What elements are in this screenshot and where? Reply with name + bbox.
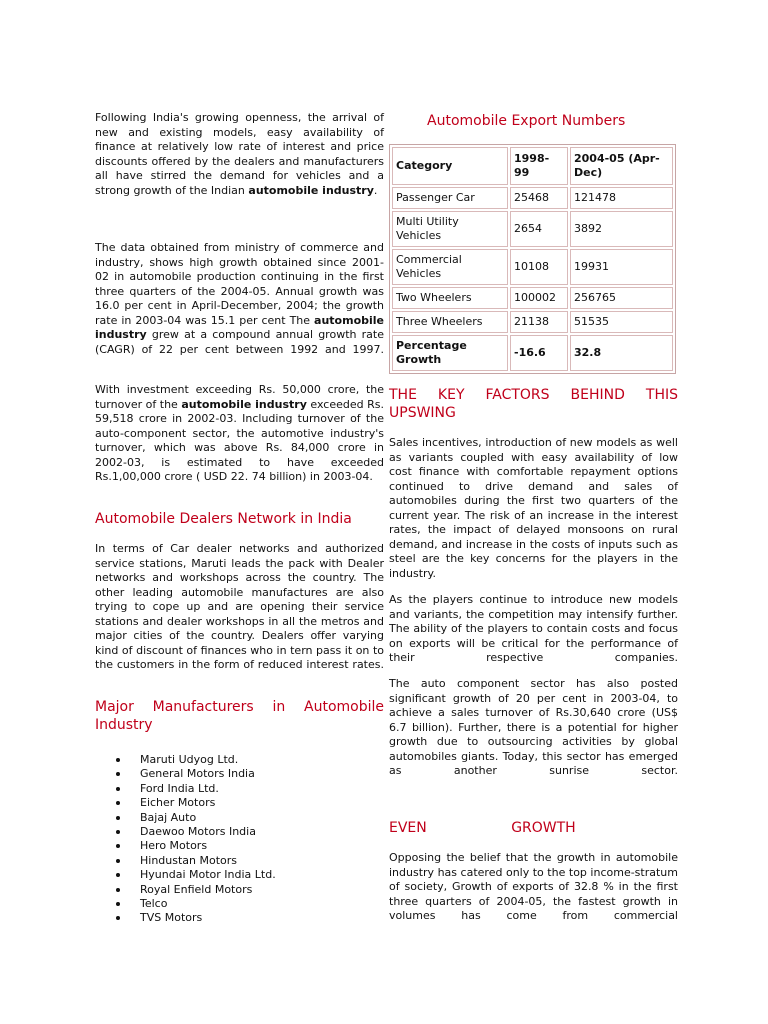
production-text-end: grew at a compound annual growth rate (CAGR) of 22 per cent between 1992 and 1997. <box>95 328 384 356</box>
production-paragraph <box>95 241 384 357</box>
footer-cell: -16.6 <box>510 335 568 371</box>
export-heading: Automobile Export Numbers <box>427 113 626 129</box>
manufacturer-item: Telco <box>140 897 384 911</box>
footer-cell: 32.8 <box>570 335 673 371</box>
table-cell: 10108 <box>510 249 568 285</box>
intro-bold: automobile industry <box>248 183 374 197</box>
intro-paragraph <box>95 111 384 198</box>
dealers-heading: Automobile Dealers Network in India <box>95 511 352 527</box>
table-cell: Commercial Vehicles <box>392 249 508 285</box>
header-cell: 2004-05 (Apr-Dec) <box>570 147 673 185</box>
component-paragraph: The auto component sector has also posted significant growth of 20 per cent in 2003-04, to achieve a sales turnover of Rs.30,640 crore (US$ 6.7 billion). Further, there is a potential for higher growth due to outsourcing activities by global automobiles giants. Today, this sector has emerged as another sunrise sector. <box>389 677 678 777</box>
table-cell: Two Wheelers <box>392 287 508 309</box>
table-cell: 51535 <box>570 311 673 333</box>
investment-text: With investment exceeding Rs. 50,000 crore, the turnover of the <box>95 383 384 411</box>
manufacturer-item: Royal Enfield Motors <box>140 883 384 897</box>
table-row <box>392 287 673 309</box>
factors-paragraph: Sales incentives, introduction of new models as well as variants coupled with easy availability of low cost finance with comfortable repayment options continued to drive demand and sales of automobiles during the first two quarters of the current year. The risk of an increase in the interest rates, the impact of delayed monsoons on rural demand, and increase in the costs of inputs such as steel are the key concerns for the players in the industry. <box>389 436 678 580</box>
header-cell: 1998-99 <box>510 147 568 185</box>
manufacturer-item: Ford India Ltd. <box>140 782 384 796</box>
manufacturer-item: Maruti Udyog Ltd. <box>140 753 384 767</box>
export-table <box>389 144 676 374</box>
even-growth-heading: EVEN GROWTH <box>389 820 576 836</box>
manufacturer-item: Hero Motors <box>140 839 384 853</box>
manufacturers-heading: Major Manufacturers in Automobile Industry <box>95 699 384 733</box>
manufacturer-item: Daewoo Motors India <box>140 825 384 839</box>
investment-text-end: exceeded Rs. 59,518 crore in 2002-03. Including turnover of the auto-component sector, the automotive industry's turnover, which was above Rs. 84,000 crore in 2002-03, is estimated to have exceeded Rs.1,00,000 crore ( USD 22. 74 billion) in 2003-04. <box>95 397 384 483</box>
table-row <box>392 311 673 333</box>
table-cell: Three Wheelers <box>392 311 508 333</box>
table-row <box>392 211 673 247</box>
table-cell: Passenger Car <box>392 187 508 209</box>
table-cell: 2654 <box>510 211 568 247</box>
header-cell: Category <box>392 147 508 185</box>
table-cell: 100002 <box>510 287 568 309</box>
manufacturer-item: Bajaj Auto <box>140 811 384 825</box>
production-text: The data obtained from ministry of commerce and industry, shows high growth obtained since 2001-02 in automobile production continuing in the first three quarters of the 2004-05. Annual growth was 16.0 per cent in April-December, 2004; the growth rate in 2003-04 was 15.1 per cent The <box>95 241 384 327</box>
manufacturer-item: Hindustan Motors <box>140 854 384 868</box>
players-paragraph: As the players continue to introduce new models and variants, the competition may intensify further. The ability of the players to contain costs and focus on exports will be critical for the performance of their respective companies. <box>389 593 678 664</box>
dealers-paragraph: In terms of Car dealer networks and authorized service stations, Maruti leads the pack with Dealer networks and workshops across the country. The other leading automobile manufactures are also trying to cope up and are opening their service stations and dealer workshops in all the metros and major cities of the country. Dealers offer varying kind of discount of finances who in tern pass it on to the customers in the form of reduced interest rates. <box>95 542 384 671</box>
intro-text: Following India's growing openness, the arrival of new and existing models, easy availability of finance at relatively low rate of interest and price discounts offered by the dealers and manufacturers all have stirred the demand for vehicles and a strong growth of the Indian <box>95 111 384 197</box>
even-growth-paragraph: Opposing the belief that the growth in automobile industry has catered only to the top income-stratum of society, Growth of exports of 32.8 % in the first three quarters of 2004-05, the fastest growth in volumes has come from commercial <box>389 851 678 922</box>
footer-cell: Percentage Growth <box>392 335 508 371</box>
table-footer-row <box>392 335 673 371</box>
manufacturer-item: TVS Motors <box>140 911 384 925</box>
manufacturer-item: Hyundai Motor India Ltd. <box>140 868 384 882</box>
production-bold: automobile industry <box>95 313 384 341</box>
table-cell: 3892 <box>570 211 673 247</box>
factors-heading: THE KEY FACTORS BEHIND THIS UPSWING <box>389 387 678 421</box>
investment-paragraph <box>95 383 384 485</box>
table-cell: 19931 <box>570 249 673 285</box>
intro-end: . <box>373 183 378 197</box>
table-cell: 121478 <box>570 187 673 209</box>
table-cell: Multi Utility Vehicles <box>392 211 508 247</box>
table-cell: 25468 <box>510 187 568 209</box>
table-cell: 21138 <box>510 311 568 333</box>
table-row <box>392 187 673 209</box>
table-cell: 256765 <box>570 287 673 309</box>
manufacturer-item: General Motors India <box>140 767 384 781</box>
table-header-row <box>392 147 673 185</box>
manufacturer-item: Eicher Motors <box>140 796 384 810</box>
table-row <box>392 249 673 285</box>
investment-bold: automobile industry <box>181 397 307 411</box>
manufacturers-list <box>95 753 384 926</box>
